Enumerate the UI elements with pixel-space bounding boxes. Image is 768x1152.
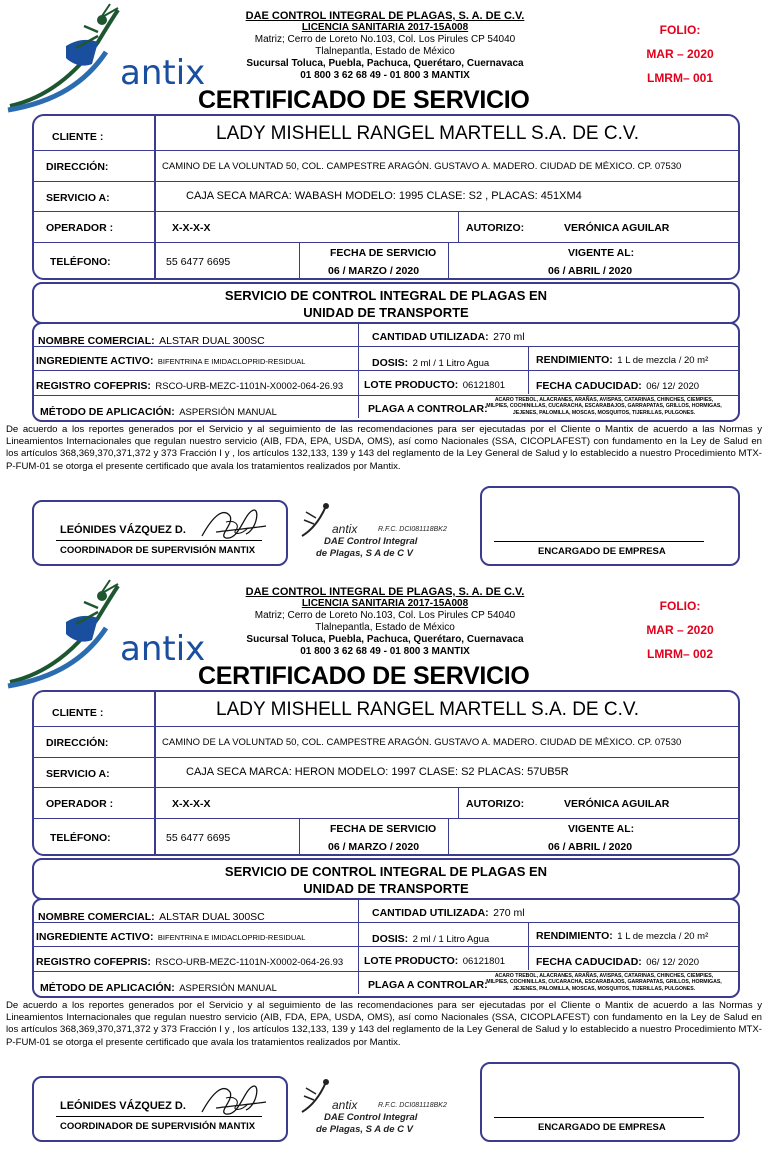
address-label: DIRECCIÓN:: [46, 161, 109, 173]
service-date-value: 06 / MARZO / 2020: [328, 265, 420, 277]
valid-until-value: 06 / ABRIL / 2020: [548, 841, 633, 853]
active-ingredient-row: INGREDIENTE ACTIVO: BIFENTRINA E IMIDACLOPRID-RESIDUAL: [36, 931, 306, 943]
service-type-line-1: SERVICIO DE CONTROL INTEGRAL DE PLAGAS EN: [224, 864, 548, 879]
active-ingredient-row: INGREDIENTE ACTIVO: BIFENTRINA E IMIDACLOPRID-RESIDUAL: [36, 355, 306, 367]
service-date-value: 06 / MARZO / 2020: [328, 841, 420, 853]
folio-block: [620, 594, 740, 666]
folio-label: FOLIO:: [659, 599, 701, 613]
company-name: DAE CONTROL INTEGRAL DE PLAGAS, S. A. DE C.V.: [245, 586, 525, 598]
coordinator-name: LEÓNIDES VÁZQUEZ D.: [60, 524, 186, 536]
yield-row: RENDIMIENTO: 1 L de mezcla / 20 m²: [536, 930, 709, 942]
service-label: SERVICIO A:: [46, 192, 110, 204]
mantix-logo: [6, 2, 206, 112]
pest-label: PLAGA A CONTROLAR:: [368, 979, 488, 991]
branches: Sucursal Toluca, Puebla, Pachuca, Querétaro, Cuernavaca: [246, 58, 524, 69]
company-role: ENCARGADO DE EMPRESA: [538, 546, 666, 557]
certificate-2: [0, 576, 768, 1152]
authorized-label: AUTORIZO:: [466, 222, 525, 234]
pest-list: ACARO TREBOL, ALACRANES, ARAÑAS, AVISPAS, CATARINAS, CHINCHES, CIEMPIES, MILPIES, COCHINILLAS, CUCARACHA, ESCARABAJOS, GARRAPATAS, GRILLOS, HORMIGAS, JEJENES, PALOMILLA, MOSCAS, MOSQUITOS, TIJERILLAS, PULGONES.: [486, 973, 722, 992]
phone-value: 55 6477 6695: [166, 832, 231, 844]
lot-row: LOTE PRODUCTO: 06121801: [364, 379, 506, 391]
expiry-row: FECHA CADUCIDAD: 06/ 12/ 2020: [536, 380, 700, 392]
certificate-title: CERTIFICADO DE SERVICIO: [198, 662, 530, 690]
client-name: LADY MISHELL RANGEL MARTELL S.A. DE C.V.: [216, 699, 640, 720]
folio-code: LMRM– 002: [646, 647, 714, 661]
service-type-line-2: UNIDAD DE TRANSPORTE: [303, 881, 469, 896]
operator-value: X-X-X-X: [172, 798, 211, 810]
service-label: SERVICIO A:: [46, 768, 110, 780]
valid-until-value: 06 / ABRIL / 2020: [548, 265, 633, 277]
operator-label: OPERADOR :: [46, 798, 114, 810]
folio-block: [620, 18, 740, 90]
phones: 01 800 3 62 68 49 - 01 800 3 MANTIX: [300, 646, 470, 657]
cofepris-row: REGISTRO COFEPRIS: RSCO-URB-MEZC-1101N-X0002-064-26.93: [36, 380, 344, 392]
logo-text: antix: [120, 53, 206, 93]
address-value: CAMINO DE LA VOLUNTAD 50, COL. CAMPESTRE ARAGÓN. GUSTAVO A. MADERO. CIUDAD DE MÉXICO. CP. 07530: [162, 737, 682, 748]
legal-paragraph: De acuerdo a los reportes generados por el Servicio y al seguimiento de las recomendaciones para ser ejecutadas por el Cliente o Mantix de acuerdo a las Normas y Lineamientos Internacionales que regulan nuestro servicio (AIB, FDA, EPA, USDA, OMS), así como Nacionales (SSA, CICOPLAFEST) con fundamento en la Ley de Salud en los artículos 368,369,370,371,372 y 373 Fracción I y , los artículos 132,133, 139 y 143 del reglamento de la Ley General de Salud y lo establecido a nuestro Procedimiento MTX-P-FUM-01 se otorga el presente certificado que avala los tratamientos realizados por Mantix.: [6, 424, 762, 472]
client-label: CLIENTE :: [52, 131, 104, 143]
address-line-2: Tlalnepantla, Estado de México: [315, 622, 455, 633]
quantity-row: CANTIDAD UTILIZADA: 270 ml: [372, 331, 525, 343]
trade-name-row: NOMBRE COMERCIAL: ALSTAR DUAL 300SC: [38, 335, 265, 347]
authorized-value: VERÓNICA AGUILAR: [564, 222, 670, 234]
method-row: MÉTODO DE APLICACIÓN: ASPERSIÓN MANUAL: [40, 406, 277, 418]
valid-until-label: VIGENTE AL:: [568, 823, 635, 835]
phone-label: TELÉFONO:: [50, 832, 111, 844]
cofepris-row: REGISTRO COFEPRIS: RSCO-URB-MEZC-1101N-X0002-064-26.93: [36, 956, 344, 968]
company-stamp: antix R.F.C. DCI081118BK2 DAE Control Integral de Plagas, S A de C V: [298, 500, 448, 564]
coordinator-role: COORDINADOR DE SUPERVISIÓN MANTIX: [60, 545, 256, 556]
branches: Sucursal Toluca, Puebla, Pachuca, Querétaro, Cuernavaca: [246, 634, 524, 645]
company-role: ENCARGADO DE EMPRESA: [538, 1122, 666, 1133]
address-line-1: Matriz; Cerro de Loreto No.103, Col. Los Pirules CP 54040: [254, 34, 516, 45]
license-number: LICENCIA SANITARIA 2017-15A008: [301, 598, 469, 609]
service-value: CAJA SECA MARCA: WABASH MODELO: 1995 CLASE: S2 , PLACAS: 451XM4: [186, 190, 582, 202]
lot-row: LOTE PRODUCTO: 06121801: [364, 955, 506, 967]
pest-list: ACARO TREBOL, ALACRANES, ARAÑAS, AVISPAS, CATARINAS, CHINCHES, CIEMPIES, MILPIES, COCHINILLAS, CUCARACHA, ESCARABAJOS, GARRAPATAS, GRILLOS, HORMIGAS, JEJENES, PALOMILLA, MOSCAS, MOSQUITOS, TIJERILLAS, PULGONES.: [486, 397, 722, 416]
folio-label: FOLIO:: [659, 23, 701, 37]
address-label: DIRECCIÓN:: [46, 737, 109, 749]
dose-row: DOSIS: 2 ml / 1 Litro Agua: [372, 933, 490, 945]
service-value: CAJA SECA MARCA: HERON MODELO: 1997 CLASE: S2 PLACAS: 57UB5R: [186, 766, 569, 778]
coordinator-name: LEÓNIDES VÁZQUEZ D.: [60, 1100, 186, 1112]
service-type-line-1: SERVICIO DE CONTROL INTEGRAL DE PLAGAS EN: [224, 288, 548, 303]
address-line-2: Tlalnepantla, Estado de México: [315, 46, 455, 57]
yield-row: RENDIMIENTO: 1 L de mezcla / 20 m²: [536, 354, 709, 366]
phone-label: TELÉFONO:: [50, 256, 111, 268]
folio-month: MAR – 2020: [646, 47, 714, 61]
company-stamp: antix R.F.C. DCI081118BK2 DAE Control Integral de Plagas, S A de C V: [298, 1076, 448, 1140]
legal-paragraph: De acuerdo a los reportes generados por el Servicio y al seguimiento de las recomendaciones para ser ejecutadas por el Cliente o Mantix de acuerdo a las Normas y Lineamientos Internacionales que regulan nuestro servicio (AIB, FDA, EPA, USDA, OMS), así como Nacionales (SSA, CICOPLAFEST) con fundamento en la Ley de Salud en los artículos 368,369,370,371,372 y 373 Fracción I y , los artículos 132,133, 139 y 143 del reglamento de la Ley General de Salud y lo establecido a nuestro Procedimiento MTX-P-FUM-01 se otorga el presente certificado que avala los tratamientos realizados por Mantix.: [6, 1000, 762, 1048]
operator-label: OPERADOR :: [46, 222, 114, 234]
operator-value: X-X-X-X: [172, 222, 211, 234]
client-name: LADY MISHELL RANGEL MARTELL S.A. DE C.V.: [216, 123, 640, 144]
dose-row: DOSIS: 2 ml / 1 Litro Agua: [372, 357, 490, 369]
address-line-1: Matriz; Cerro de Loreto No.103, Col. Los Pirules CP 54040: [254, 610, 516, 621]
mantix-logo: [6, 578, 206, 688]
company-header: [200, 586, 570, 658]
license-number: LICENCIA SANITARIA 2017-15A008: [301, 22, 469, 33]
coordinator-role: COORDINADOR DE SUPERVISIÓN MANTIX: [60, 1121, 256, 1132]
trade-name-row: NOMBRE COMERCIAL: ALSTAR DUAL 300SC: [38, 911, 265, 923]
quantity-row: CANTIDAD UTILIZADA: 270 ml: [372, 907, 525, 919]
service-date-label: FECHA DE SERVICIO: [330, 247, 437, 259]
company-header: [200, 10, 570, 82]
authorized-value: VERÓNICA AGUILAR: [564, 798, 670, 810]
expiry-row: FECHA CADUCIDAD: 06/ 12/ 2020: [536, 956, 700, 968]
company-name: DAE CONTROL INTEGRAL DE PLAGAS, S. A. DE C.V.: [245, 10, 525, 22]
service-date-label: FECHA DE SERVICIO: [330, 823, 437, 835]
service-type-line-2: UNIDAD DE TRANSPORTE: [303, 305, 469, 320]
phone-value: 55 6477 6695: [166, 256, 231, 268]
folio-code: LMRM– 001: [646, 71, 714, 85]
phones: 01 800 3 62 68 49 - 01 800 3 MANTIX: [300, 70, 470, 81]
address-value: CAMINO DE LA VOLUNTAD 50, COL. CAMPESTRE ARAGÓN. GUSTAVO A. MADERO. CIUDAD DE MÉXICO. CP. 07530: [162, 161, 682, 172]
pest-label: PLAGA A CONTROLAR:: [368, 403, 488, 415]
client-label: CLIENTE :: [52, 707, 104, 719]
certificate-title: CERTIFICADO DE SERVICIO: [198, 86, 530, 114]
valid-until-label: VIGENTE AL:: [568, 247, 635, 259]
authorized-label: AUTORIZO:: [466, 798, 525, 810]
folio-month: MAR – 2020: [646, 623, 714, 637]
logo-text: antix: [120, 629, 206, 669]
method-row: MÉTODO DE APLICACIÓN: ASPERSIÓN MANUAL: [40, 982, 277, 994]
